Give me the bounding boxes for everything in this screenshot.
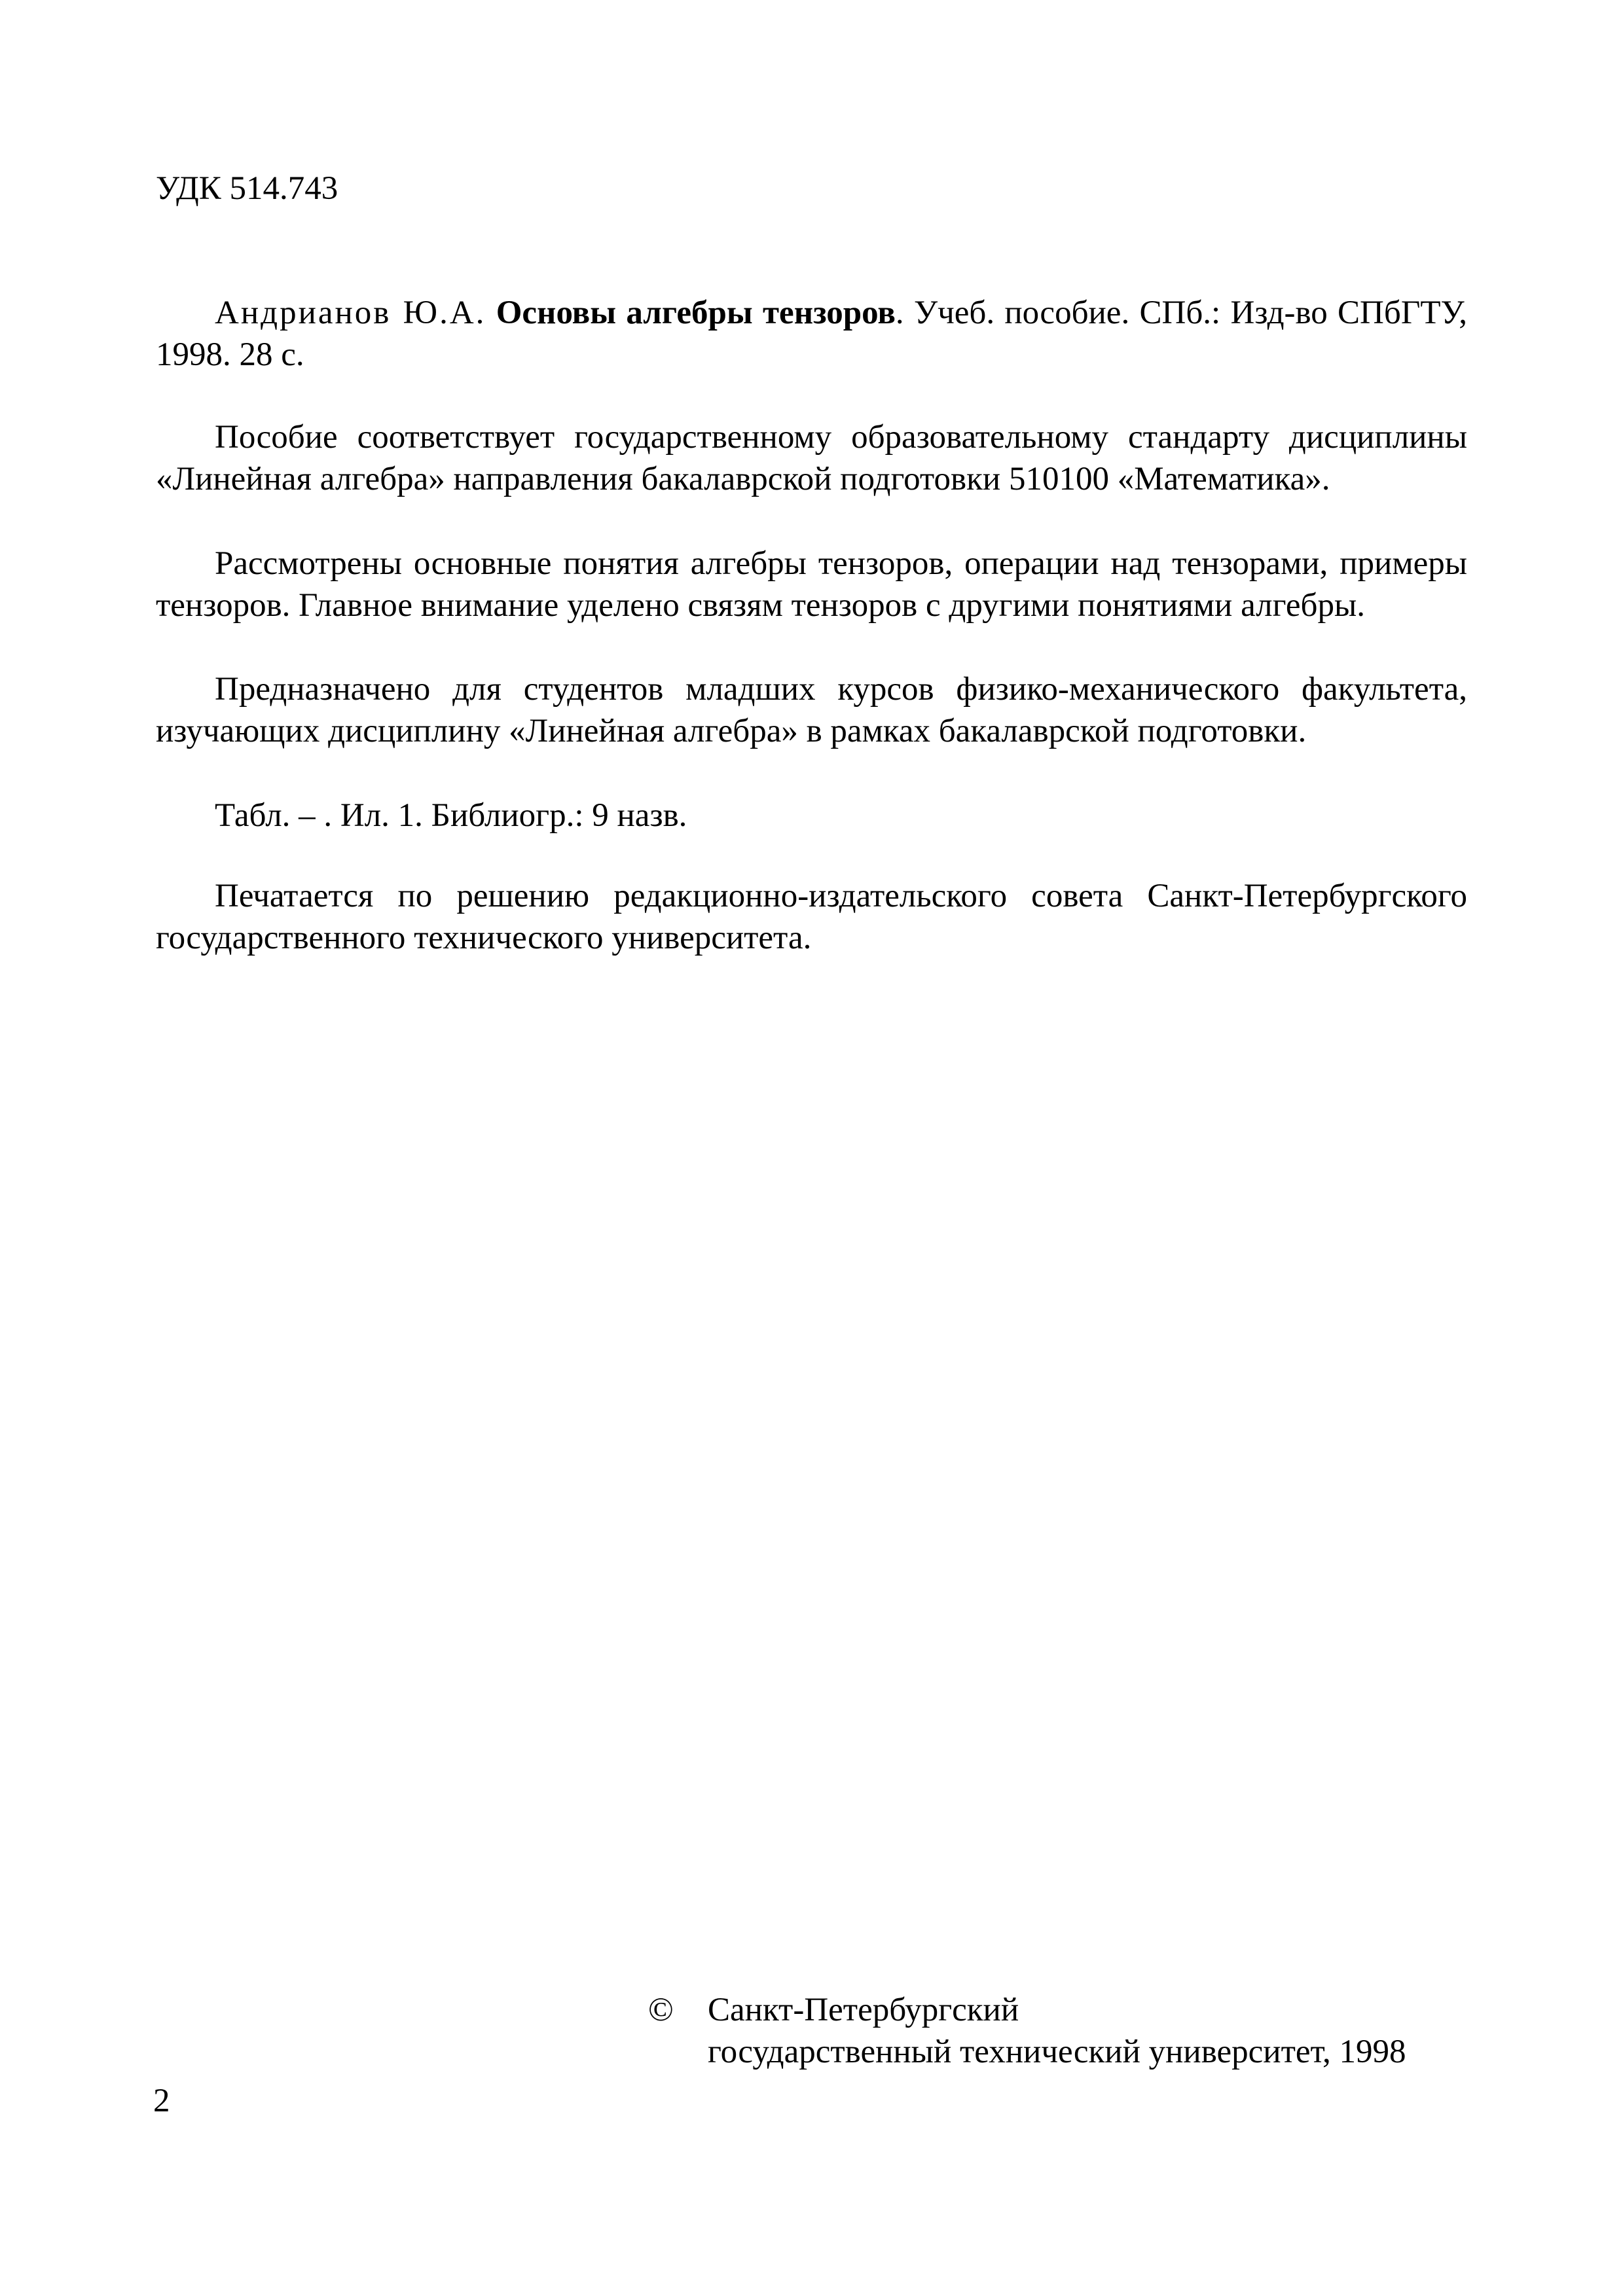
copyright-holder: [708, 1989, 1406, 2073]
copyright-line-1: Санкт-Петербургский: [708, 1992, 1019, 2028]
copyright-icon: ©: [648, 1992, 674, 2028]
tables-illustrations-info: Табл. – . Ил. 1. Библиогр.: 9 назв.: [215, 797, 687, 834]
page-number: 2: [153, 2083, 170, 2119]
citation-details: . Учеб. пособие. СПб.: Изд-во СПбГТУ, 1998. 28 с.: [156, 295, 1468, 373]
citation-title: Основы алгебры тензоров: [496, 295, 896, 331]
citation-author: Андрианов Ю.А.: [215, 295, 486, 331]
bibliographic-citation: [156, 292, 1467, 376]
annotation-standard: Пособие соответствует государственному образовательному стандарту дисциплины «Линейная алгебра» направления бакалаврской подготовки 510100 «Математика».: [156, 419, 1467, 497]
annotation-audience: Предназначено для студентов младших курсов физико-механического факультета, изучающих дисциплину «Линейная алгебра» в рамках бакалаврской подготовки.: [156, 671, 1467, 749]
annotation-content: Рассмотрены основные понятия алгебры тензоров, операции над тензорами, примеры тензоров. Главное внимание уделено связям тензоров с другими понятиями алгебры.: [156, 545, 1467, 624]
copyright-line-2: государственный технический университет, 1998: [708, 2034, 1406, 2070]
print-decision: Печатается по решению редакционно-издательского совета Санкт-Петербургского государственного технического университета.: [156, 878, 1467, 956]
udk-code: УДК 514.743: [156, 170, 338, 207]
